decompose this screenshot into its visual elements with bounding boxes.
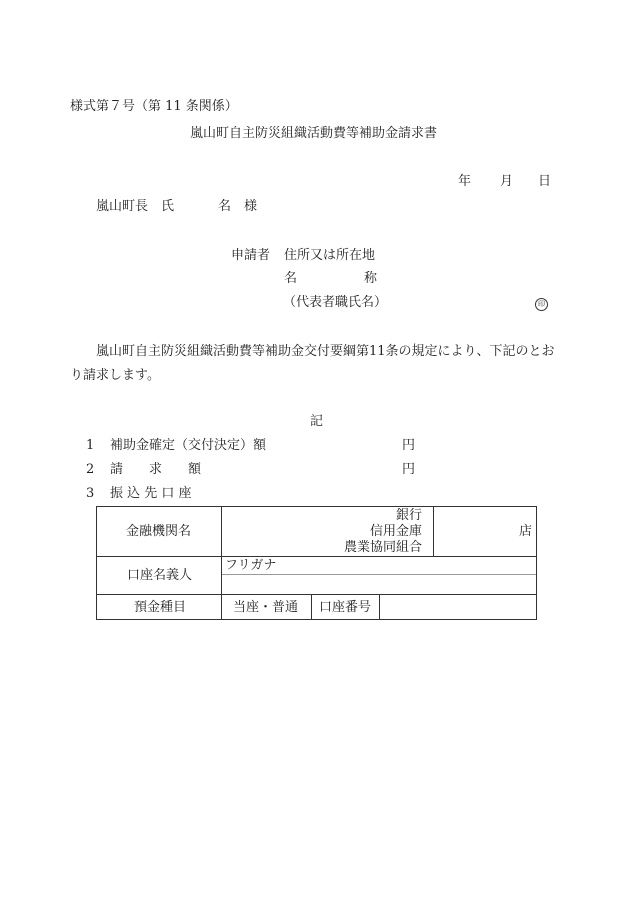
applicant-address-label: 住所又は所在地 [284, 248, 376, 263]
seal-mark [535, 296, 548, 311]
bank-type-ja: 農業協同組合 [343, 540, 422, 555]
item-1-unit: 円 [402, 438, 416, 453]
body-text-line-1: 嵐山町自主防災組織活動費等補助金交付要綱第11条の規定により、下記のとお [96, 344, 555, 359]
institution-name-field[interactable] [222, 509, 433, 556]
date-month: 月 [500, 174, 514, 189]
item-1-number: 1 [86, 438, 95, 453]
date-year: 年 [458, 174, 472, 189]
item-1-label: 補助金確定（交付決定）額 [110, 438, 267, 453]
account-number-field[interactable] [380, 595, 536, 619]
account-holder-label: 口座名義人 [127, 568, 193, 583]
body-text-line-2: り請求します。 [70, 368, 160, 383]
addressee-name2: 名 [218, 199, 232, 214]
bank-type-shinkin: 信用金庫 [369, 524, 422, 539]
deposit-type-value[interactable]: 当座・普通 [233, 600, 299, 615]
item-3-label: 振 込 先 口 座 [110, 486, 192, 501]
item-2-number: 2 [86, 462, 95, 477]
bank-account-table [96, 506, 537, 620]
ki-heading: 記 [310, 414, 324, 429]
document-title: 嵐山町自主防災組織活動費等補助金請求書 [190, 126, 438, 141]
item-3-number: 3 [86, 486, 95, 501]
account-holder-field[interactable] [222, 575, 536, 594]
seal-icon: 印 [535, 298, 548, 311]
item-2-label: 請 求 額 [110, 462, 202, 477]
branch-suffix: 店 [519, 524, 533, 539]
deposit-type-label: 預金種目 [134, 600, 187, 615]
form-number: 様式第７号（第 11 条関係） [70, 99, 238, 114]
date-day: 日 [538, 174, 552, 189]
addressee-honorific: 様 [244, 199, 258, 214]
account-number-label: 口座番号 [319, 600, 372, 615]
applicant-representative-label: （代表者職氏名） [283, 295, 388, 310]
furigana-label: フリガナ [225, 558, 277, 573]
applicant-name-label-2: 称 [364, 271, 378, 286]
institution-label: 金融機関名 [126, 524, 192, 539]
item-2-unit: 円 [402, 462, 416, 477]
applicant-name-label-1: 名 [284, 271, 298, 286]
applicant-label: 申請者 [231, 248, 271, 263]
bank-type-bank: 銀行 [395, 508, 422, 523]
addressee-name: 嵐山町長 氏 [96, 199, 175, 214]
branch-name-field[interactable] [434, 509, 514, 556]
